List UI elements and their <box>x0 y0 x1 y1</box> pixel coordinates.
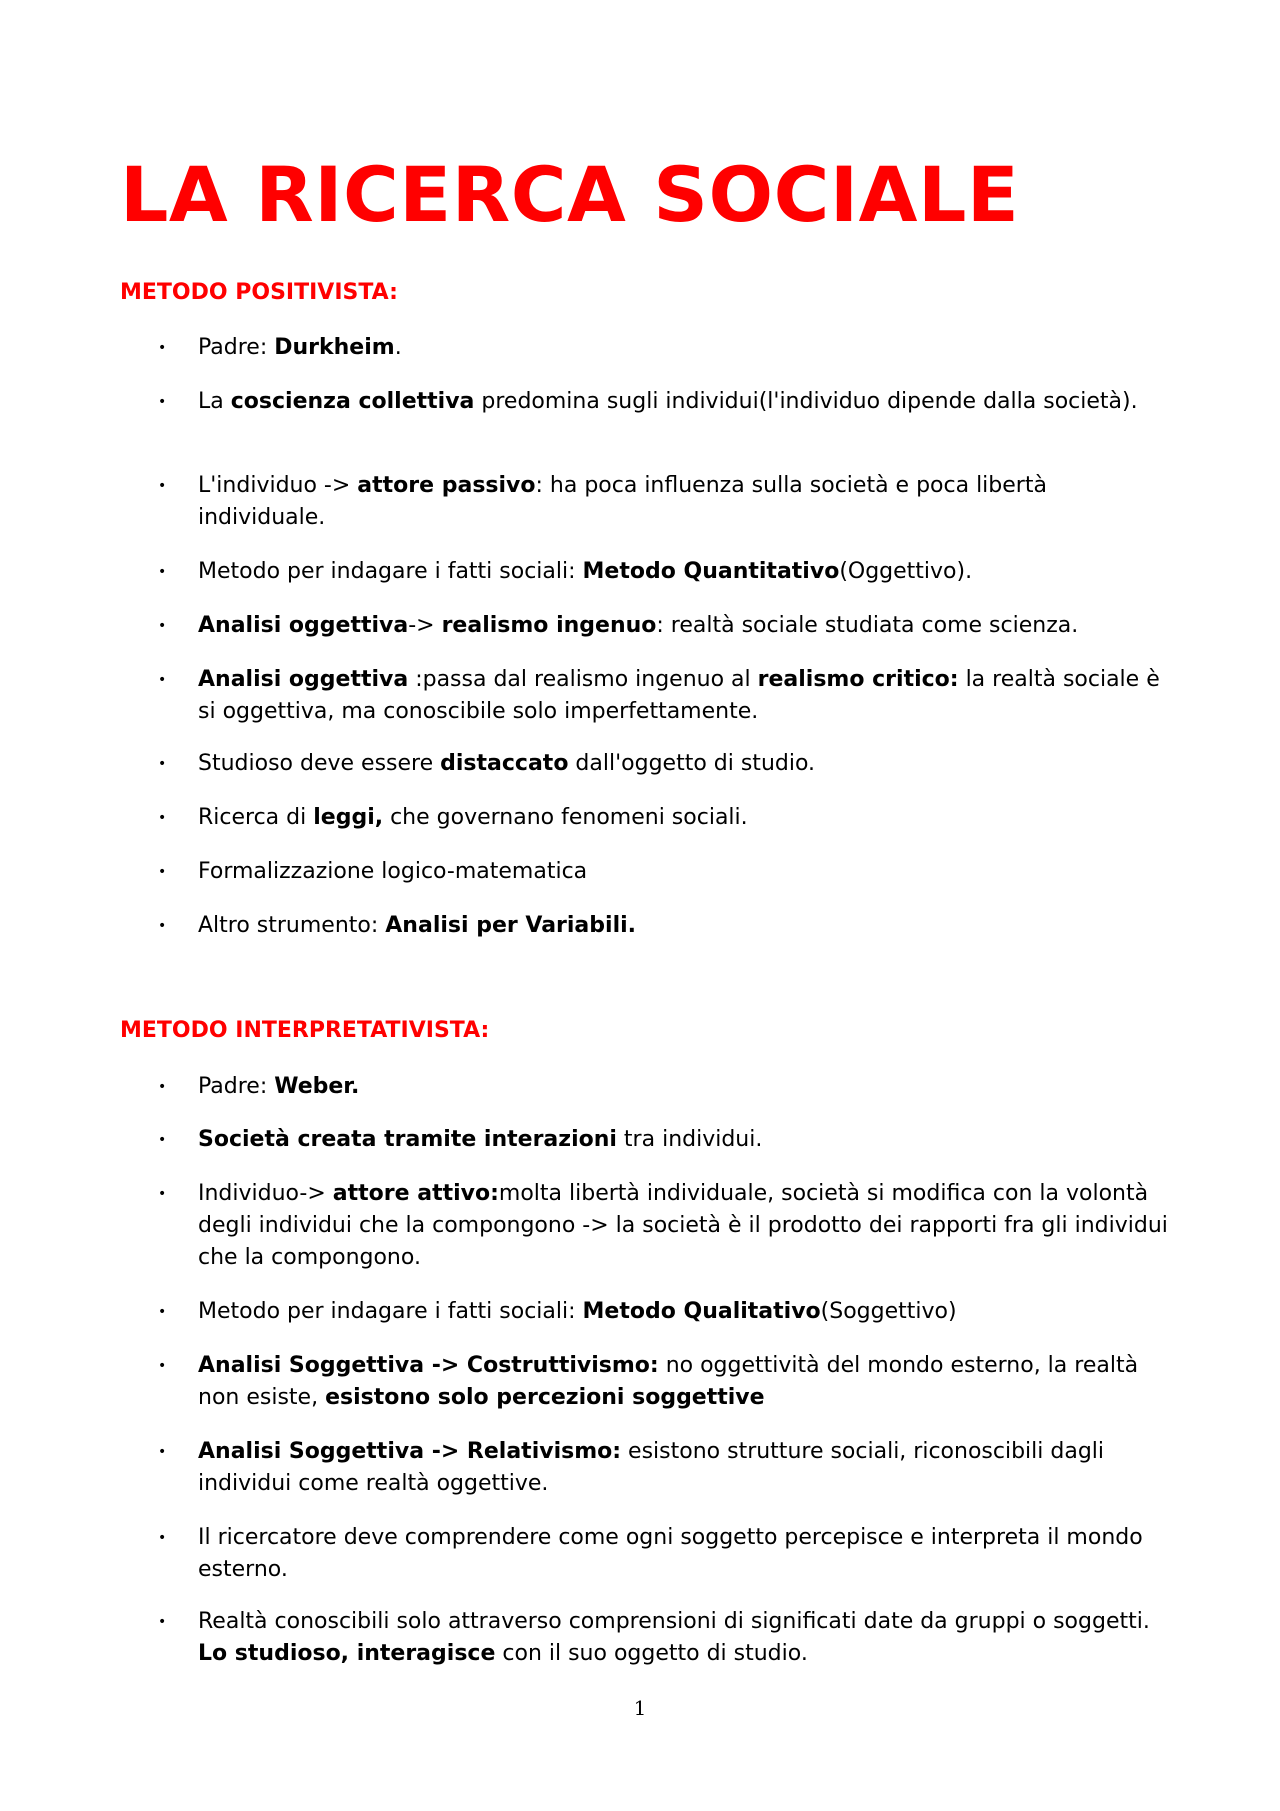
bold-text-segment: Analisi Soggettiva -> Relativismo: <box>198 1439 622 1464</box>
list-item-text <box>198 1350 1168 1414</box>
page-number: 1 <box>633 1696 647 1720</box>
text-segment: :passa dal realismo ingenuo al <box>408 667 758 692</box>
bold-text-segment: Weber. <box>274 1074 360 1099</box>
bullet-icon: • <box>158 756 167 772</box>
bullet-icon: • <box>158 1079 167 1095</box>
bold-text-segment: Analisi Soggettiva -> Costruttivismo: <box>198 1353 659 1378</box>
text-segment: La <box>198 389 231 414</box>
bold-text-segment: Metodo Qualitativo <box>582 1299 821 1324</box>
list-item-text <box>198 470 1168 534</box>
bullet-icon: • <box>158 1444 167 1460</box>
text-segment: (Oggettivo). <box>839 559 973 584</box>
bullet-icon: • <box>158 1358 167 1374</box>
list-item-text <box>198 1124 1168 1156</box>
bold-text-segment: esistono solo percezioni soggettive <box>325 1385 765 1410</box>
bullet-icon: • <box>158 918 167 934</box>
list-item-text <box>198 1606 1168 1670</box>
list-item-text <box>198 910 1168 942</box>
bullet-icon: • <box>158 394 167 410</box>
bold-text-segment: Lo studioso, interagisce <box>198 1641 496 1666</box>
text-segment: Individuo-> <box>198 1181 333 1206</box>
bold-text-segment: Analisi per Variabili. <box>385 913 637 938</box>
bullet-icon: • <box>158 1614 167 1630</box>
text-segment: : realtà sociale studiata come scienza. <box>656 613 1079 638</box>
list-item-text <box>198 1071 1168 1103</box>
list-item-text <box>198 332 1168 364</box>
text-segment: Altro strumento: <box>198 913 386 938</box>
list-item-text <box>198 748 1168 780</box>
text-segment: Studioso deve essere <box>198 751 441 776</box>
text-segment: L'individuo -> <box>198 473 358 498</box>
bullet-icon: • <box>158 564 167 580</box>
text-segment: che governano fenomeni sociali. <box>383 805 748 830</box>
text-segment: predomina sugli individui(l'individuo dipende dalla società). <box>474 389 1138 414</box>
list-item-text <box>198 556 1168 588</box>
bold-text-segment: Analisi oggettiva <box>198 667 409 692</box>
text-segment: esistono strutture sociali, riconoscibili dagli individui come realtà oggettive. <box>198 1439 1105 1496</box>
bold-text-segment: Durkheim <box>274 335 395 360</box>
list-item-text <box>198 1296 1168 1328</box>
bold-text-segment: Metodo Quantitativo <box>582 559 840 584</box>
text-segment: Ricerca di <box>198 805 314 830</box>
text-segment: molta libertà individuale, società si modifica con la volontà degli individui che la compongono -> la società è il prodotto dei rapporti fra gli individui che la compongono. <box>198 1181 1168 1270</box>
text-segment: -> <box>408 613 442 638</box>
bold-text-segment: Società creata tramite interazioni <box>198 1127 617 1152</box>
section-heading-interpretativista: METODO INTERPRETATIVISTA: <box>120 1018 490 1043</box>
bold-text-segment: leggi, <box>313 805 384 830</box>
bold-text-segment: Analisi oggettiva <box>198 613 409 638</box>
page-title: LA RICERCA SOCIALE <box>120 150 1020 239</box>
list-item-text <box>198 856 1168 888</box>
bullet-icon: • <box>158 810 167 826</box>
text-segment: Metodo per indagare i fatti sociali: <box>198 559 583 584</box>
list-item-text <box>198 386 1168 418</box>
bullet-icon: • <box>158 478 167 494</box>
bullet-icon: • <box>158 1132 167 1148</box>
text-segment: . <box>394 335 402 360</box>
list-item-text <box>198 1178 1168 1274</box>
bold-text-segment: attore attivo: <box>332 1181 499 1206</box>
bold-text-segment: distaccato <box>440 751 569 776</box>
text-segment: : ha poca influenza sulla società e poca libertà individuale. <box>198 473 1047 530</box>
text-segment: no oggettività del mondo esterno, la realtà non esiste, <box>198 1353 1139 1410</box>
bullet-icon: • <box>158 1530 167 1546</box>
text-segment: con il suo oggetto di studio. <box>495 1641 808 1666</box>
text-segment: tra individui. <box>616 1127 763 1152</box>
section-heading-positivista: METODO POSITIVISTA: <box>120 280 398 305</box>
list-item-text <box>198 1436 1168 1500</box>
bold-text-segment: realismo ingenuo <box>441 613 657 638</box>
text-segment: dall'oggetto di studio. <box>568 751 816 776</box>
bullet-icon: • <box>158 1304 167 1320</box>
bullet-icon: • <box>158 340 167 356</box>
list-item-text <box>198 610 1168 642</box>
bold-text-segment: attore passivo <box>357 473 536 498</box>
bold-text-segment: coscienza collettiva <box>230 389 475 414</box>
bullet-icon: • <box>158 672 167 688</box>
bullet-icon: • <box>158 1186 167 1202</box>
list-item-text <box>198 1522 1168 1586</box>
text-segment: Padre: <box>198 335 275 360</box>
text-segment: Padre: <box>198 1074 275 1099</box>
bold-text-segment: realismo critico: <box>757 667 959 692</box>
text-segment: Realtà conoscibili solo attraverso comprensioni di significati date da gruppi o soggetti. <box>198 1609 1150 1634</box>
bullet-icon: • <box>158 618 167 634</box>
text-segment: la realtà sociale è si oggettiva, ma conoscibile solo imperfettamente. <box>198 667 1160 724</box>
list-item-text <box>198 664 1168 728</box>
text-segment: Formalizzazione logico-matematica <box>198 859 588 884</box>
text-segment: (Soggettivo) <box>820 1299 957 1324</box>
text-segment: Metodo per indagare i fatti sociali: <box>198 1299 583 1324</box>
text-segment: Il ricercatore deve comprendere come ogni soggetto percepisce e interpreta il mondo esterno. <box>198 1525 1143 1582</box>
bullet-icon: • <box>158 864 167 880</box>
list-item-text <box>198 802 1168 834</box>
